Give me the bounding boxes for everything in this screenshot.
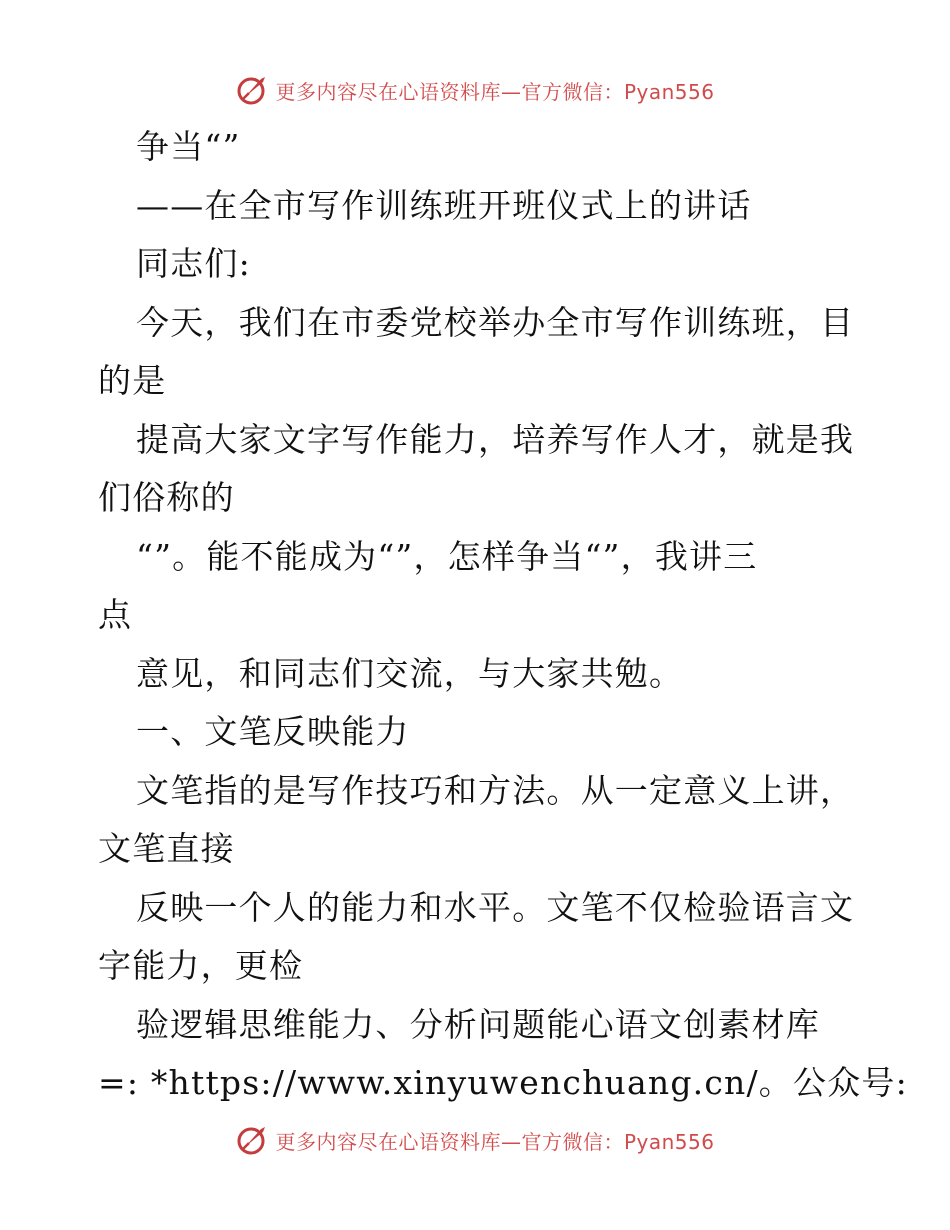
text-line: 的是 [98, 361, 167, 400]
text-line: 文笔直接 [98, 829, 235, 868]
text-line: 反映一个人的能力和水平。文笔不仅检验语言文 [136, 887, 855, 927]
text-line: 文笔指的是写作技巧和方法。从一定意义上讲， [136, 770, 855, 810]
text-line: 字能力，更检 [98, 946, 304, 985]
text-line: =: *https://www.xinyuwenchuang.cn/。公众号: [98, 1063, 908, 1102]
feather-pen-seal-icon [235, 1123, 269, 1157]
header-watermark [0, 70, 950, 110]
text-line: ——在全市写作训练班开班仪式上的讲话 [136, 185, 752, 225]
text-line: 争当“” [136, 127, 241, 166]
text-line: 验逻辑思维能力、分析问题能心语文创素材库 [136, 1004, 820, 1044]
text-line: 同志们: [136, 244, 251, 283]
document-body [98, 118, 908, 1113]
watermark-text: 更多内容尽在心语资料库—官方微信：Pyan556 [275, 79, 715, 104]
text-line: “”。能不能成为“”，怎样争当“”，我讲三 [136, 536, 758, 576]
text-line: 点 [98, 595, 133, 634]
watermark-text: 更多内容尽在心语资料库—官方微信：Pyan556 [275, 1129, 715, 1154]
text-line: 们俗称的 [98, 478, 235, 517]
footer-watermark [0, 1120, 950, 1160]
feather-pen-seal-icon [235, 73, 269, 107]
text-line: 意见，和同志们交流，与大家共勉。 [136, 653, 684, 693]
text-line: 今天，我们在市委党校举办全市写作训练班，目 [136, 302, 855, 342]
text-line: 提高大家文字写作能力，培养写作人才，就是我 [136, 419, 855, 459]
text-line: 一、文笔反映能力 [136, 712, 410, 751]
